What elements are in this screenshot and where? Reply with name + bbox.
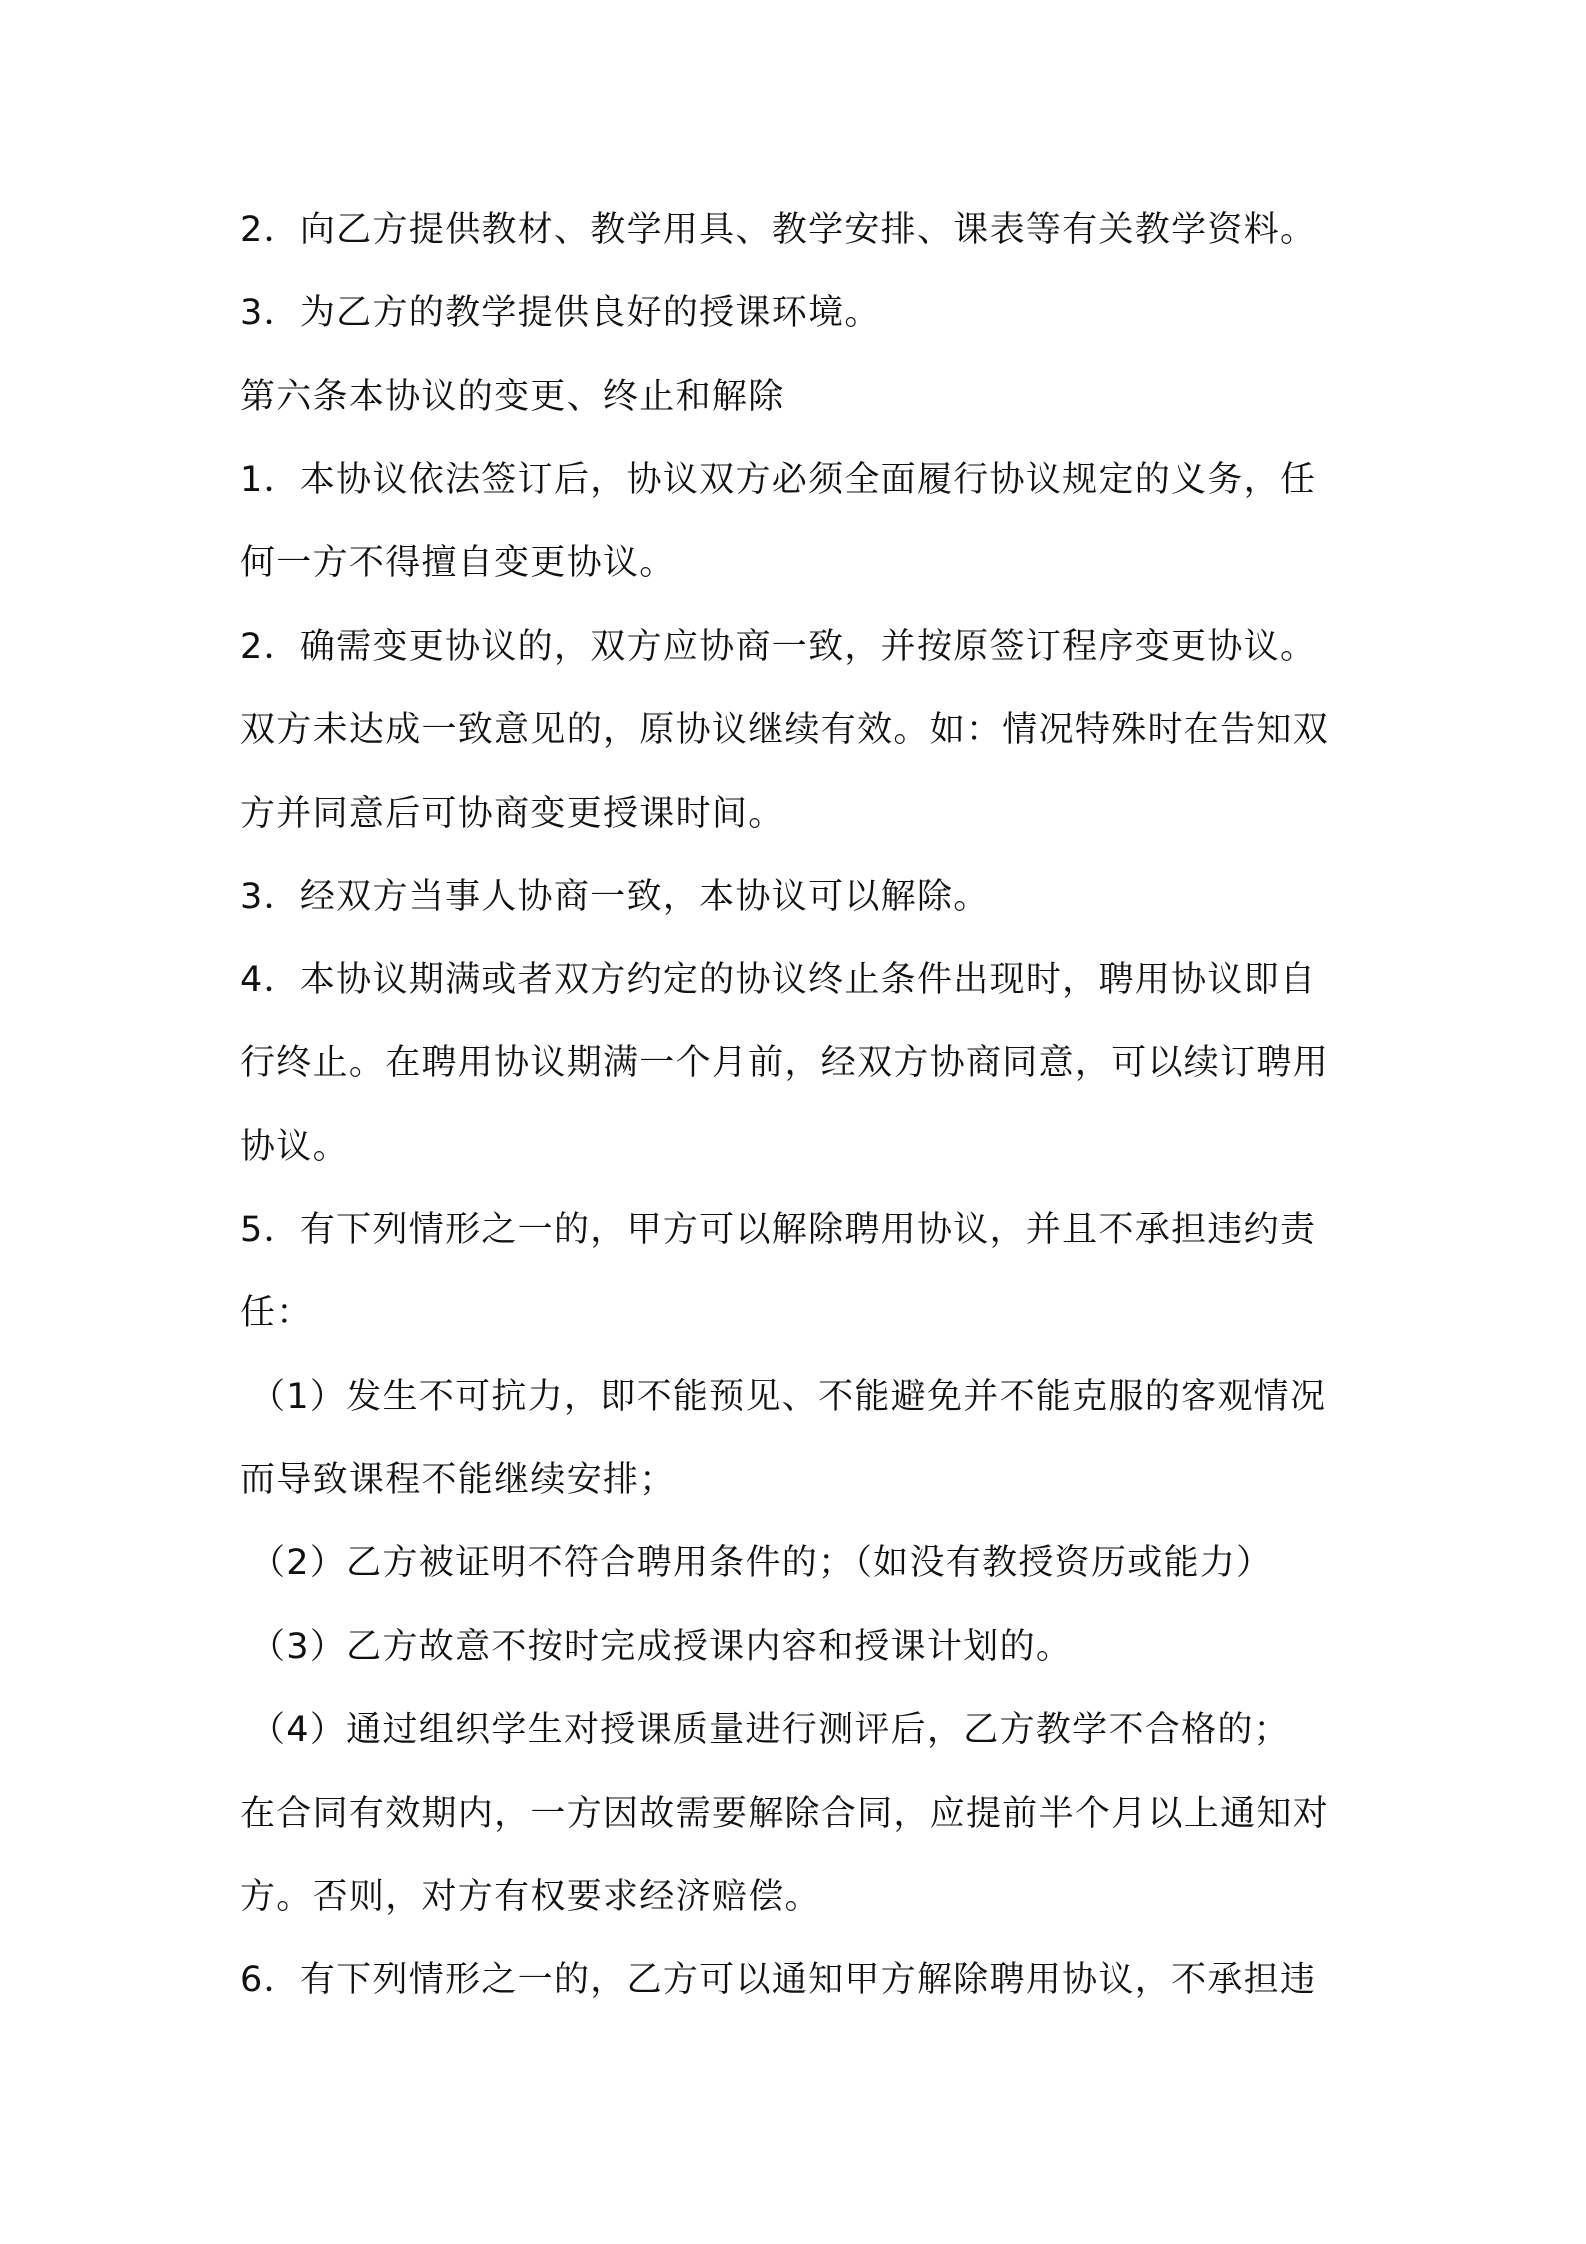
text-line: 3．经双方当事人协商一致，本协议可以解除。 xyxy=(240,877,990,917)
text-line: 何一方不得擅自变更协议。 xyxy=(240,543,676,583)
text-line: 5．有下列情形之一的，甲方可以解除聘用协议，并且不承担违约责 xyxy=(240,1210,1317,1250)
text-line: 1．本协议依法签订后，协议双方必须全面履行协议规定的义务，任 xyxy=(240,460,1317,500)
text-line: 4．本协议期满或者双方约定的协议终止条件出现时，聘用协议即自 xyxy=(240,960,1317,1000)
text-line: 2．确需变更协议的，双方应协商一致，并按原签订程序变更协议。 xyxy=(240,627,1317,667)
text-line: 方并同意后可协商变更授课时间。 xyxy=(240,794,785,834)
list-item: （4）通过组织学生对授课质量进行测评后，乙方教学不合格的； xyxy=(250,1710,1290,1750)
list-item: （2）乙方被证明不符合聘用条件的；（如没有教授资历或能力） xyxy=(250,1543,1273,1583)
list-item: （1）发生不可抗力，即不能预见、不能避免并不能克服的客观情况 xyxy=(250,1377,1327,1417)
text-line: 2．向乙方提供教材、教学用具、教学安排、课表等有关教学资料。 xyxy=(240,210,1317,250)
text-line: 在合同有效期内，一方因故需要解除合同，应提前半个月以上通知对 xyxy=(240,1794,1330,1834)
text-line: 方。否则，对方有权要求经济赔偿。 xyxy=(240,1877,821,1917)
list-item: （3）乙方故意不按时完成授课内容和授课计划的。 xyxy=(250,1627,1073,1667)
text-line: 6．有下列情形之一的，乙方可以通知甲方解除聘用协议，不承担违 xyxy=(240,1960,1317,2000)
text-line: 协议。 xyxy=(240,1127,349,1167)
text-line: 任： xyxy=(240,1293,313,1333)
section-heading: 第六条本协议的变更、终止和解除 xyxy=(240,377,785,417)
text-line: 双方未达成一致意见的，原协议继续有效。如：情况特殊时在告知双 xyxy=(240,710,1330,750)
text-line: 3．为乙方的教学提供良好的授课环境。 xyxy=(240,293,881,333)
text-line: 而导致课程不能继续安排； xyxy=(240,1460,676,1500)
text-line: 行终止。在聘用协议期满一个月前，经双方协商同意，可以续订聘用 xyxy=(240,1043,1330,1083)
